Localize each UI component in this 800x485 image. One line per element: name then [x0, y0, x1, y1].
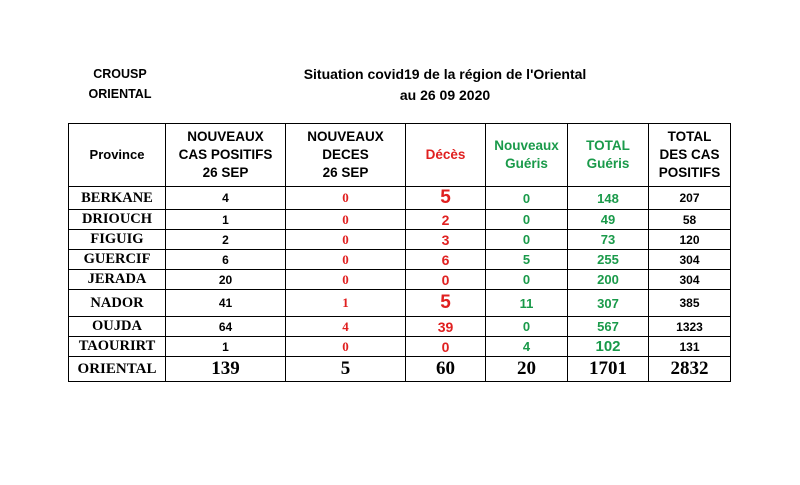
total-recovered-cell: 49 — [568, 210, 649, 230]
total-recovered-cell: 102 — [568, 337, 649, 357]
total-deaths-cell: 60 — [406, 357, 486, 382]
deaths-cell: 3 — [406, 230, 486, 250]
header-new-cases — [166, 124, 286, 187]
new-deaths-cell: 0 — [286, 337, 406, 357]
header-new-deaths — [286, 124, 406, 187]
header-total-cases-line: DES CAS — [659, 147, 720, 162]
total-new-deaths-cell: 5 — [286, 357, 406, 382]
table-row — [69, 187, 731, 210]
total-recovered-cell: 567 — [568, 317, 649, 337]
header-new-cases-line: NOUVEAUX — [187, 129, 264, 144]
new-cases-cell: 20 — [166, 270, 286, 290]
new-deaths-cell: 0 — [286, 187, 406, 210]
table-row — [69, 250, 731, 270]
province-cell: OUJDA — [69, 317, 166, 337]
total-cases-cell: 1323 — [649, 317, 731, 337]
new-cases-cell: 1 — [166, 210, 286, 230]
total-province-cell: ORIENTAL — [69, 357, 166, 382]
total-new-cases-cell: 139 — [166, 357, 286, 382]
province-cell: JERADA — [69, 270, 166, 290]
province-cell: BERKANE — [69, 187, 166, 210]
new-recovered-cell: 0 — [486, 317, 568, 337]
organization-label — [72, 64, 168, 104]
table-row — [69, 317, 731, 337]
header-new-recovered-line: Guéris — [505, 156, 548, 171]
total-recovered-cell: 148 — [568, 187, 649, 210]
new-cases-cell: 41 — [166, 290, 286, 317]
new-deaths-cell: 0 — [286, 230, 406, 250]
total-total-cases-cell: 2832 — [649, 357, 731, 382]
page-title — [285, 64, 605, 106]
new-recovered-cell: 11 — [486, 290, 568, 317]
deaths-cell: 6 — [406, 250, 486, 270]
total-recovered-cell: 255 — [568, 250, 649, 270]
new-cases-cell: 64 — [166, 317, 286, 337]
header-total-cases-line: TOTAL — [667, 129, 712, 144]
header-new-deaths-line: 26 SEP — [322, 165, 369, 180]
title-line-1: Situation covid19 de la région de l'Oriental — [303, 66, 587, 82]
new-cases-cell: 2 — [166, 230, 286, 250]
table-row — [69, 230, 731, 250]
table-row — [69, 337, 731, 357]
new-deaths-cell: 0 — [286, 210, 406, 230]
header-total-cases — [649, 124, 731, 187]
total-row — [69, 357, 731, 382]
total-recovered-cell: 200 — [568, 270, 649, 290]
table-row — [69, 290, 731, 317]
total-cases-cell: 207 — [649, 187, 731, 210]
header-new-cases-line: CAS POSITIFS — [178, 147, 273, 162]
table-row — [69, 270, 731, 290]
org-line-1: CROUSP — [93, 67, 147, 81]
province-cell: FIGUIG — [69, 230, 166, 250]
new-recovered-cell: 0 — [486, 230, 568, 250]
new-recovered-cell: 0 — [486, 187, 568, 210]
new-recovered-cell: 0 — [486, 210, 568, 230]
new-recovered-cell: 0 — [486, 270, 568, 290]
header-new-cases-line: 26 SEP — [202, 165, 249, 180]
header-new-deaths-line: DECES — [322, 147, 369, 162]
province-cell: TAOURIRT — [69, 337, 166, 357]
province-cell: DRIOUCH — [69, 210, 166, 230]
total-cases-cell: 304 — [649, 270, 731, 290]
total-cases-cell: 58 — [649, 210, 731, 230]
deaths-cell: 5 — [406, 290, 486, 317]
new-deaths-cell: 1 — [286, 290, 406, 317]
total-cases-cell: 304 — [649, 250, 731, 270]
org-line-2: ORIENTAL — [88, 87, 152, 101]
header-new-recovered — [486, 124, 568, 187]
new-deaths-cell: 0 — [286, 270, 406, 290]
header-new-deaths-line: NOUVEAUX — [307, 129, 384, 144]
header-total-recovered — [568, 124, 649, 187]
header-province: Province — [69, 124, 166, 187]
deaths-cell: 5 — [406, 187, 486, 210]
total-cases-cell: 385 — [649, 290, 731, 317]
total-cases-cell: 120 — [649, 230, 731, 250]
total-recovered-cell: 73 — [568, 230, 649, 250]
title-line-2: au 26 09 2020 — [399, 87, 491, 103]
new-deaths-cell: 0 — [286, 250, 406, 270]
header-total-recovered-line: Guéris — [586, 156, 630, 171]
total-recovered-cell: 307 — [568, 290, 649, 317]
new-cases-cell: 4 — [166, 187, 286, 210]
total-total-recovered-cell: 1701 — [568, 357, 649, 382]
covid-table — [68, 123, 731, 382]
deaths-cell: 2 — [406, 210, 486, 230]
header-deaths: Décès — [406, 124, 486, 187]
header-row — [69, 124, 731, 187]
header-total-recovered-line: TOTAL — [586, 138, 630, 153]
new-cases-cell: 1 — [166, 337, 286, 357]
province-cell: GUERCIF — [69, 250, 166, 270]
new-cases-cell: 6 — [166, 250, 286, 270]
table-row — [69, 210, 731, 230]
deaths-cell: 39 — [406, 317, 486, 337]
total-cases-cell: 131 — [649, 337, 731, 357]
deaths-cell: 0 — [406, 337, 486, 357]
new-deaths-cell: 4 — [286, 317, 406, 337]
new-recovered-cell: 4 — [486, 337, 568, 357]
header-total-cases-line: POSITIFS — [658, 165, 721, 180]
total-new-recovered-cell: 20 — [486, 357, 568, 382]
header-new-recovered-line: Nouveaux — [494, 138, 559, 153]
deaths-cell: 0 — [406, 270, 486, 290]
province-cell: NADOR — [69, 290, 166, 317]
new-recovered-cell: 5 — [486, 250, 568, 270]
